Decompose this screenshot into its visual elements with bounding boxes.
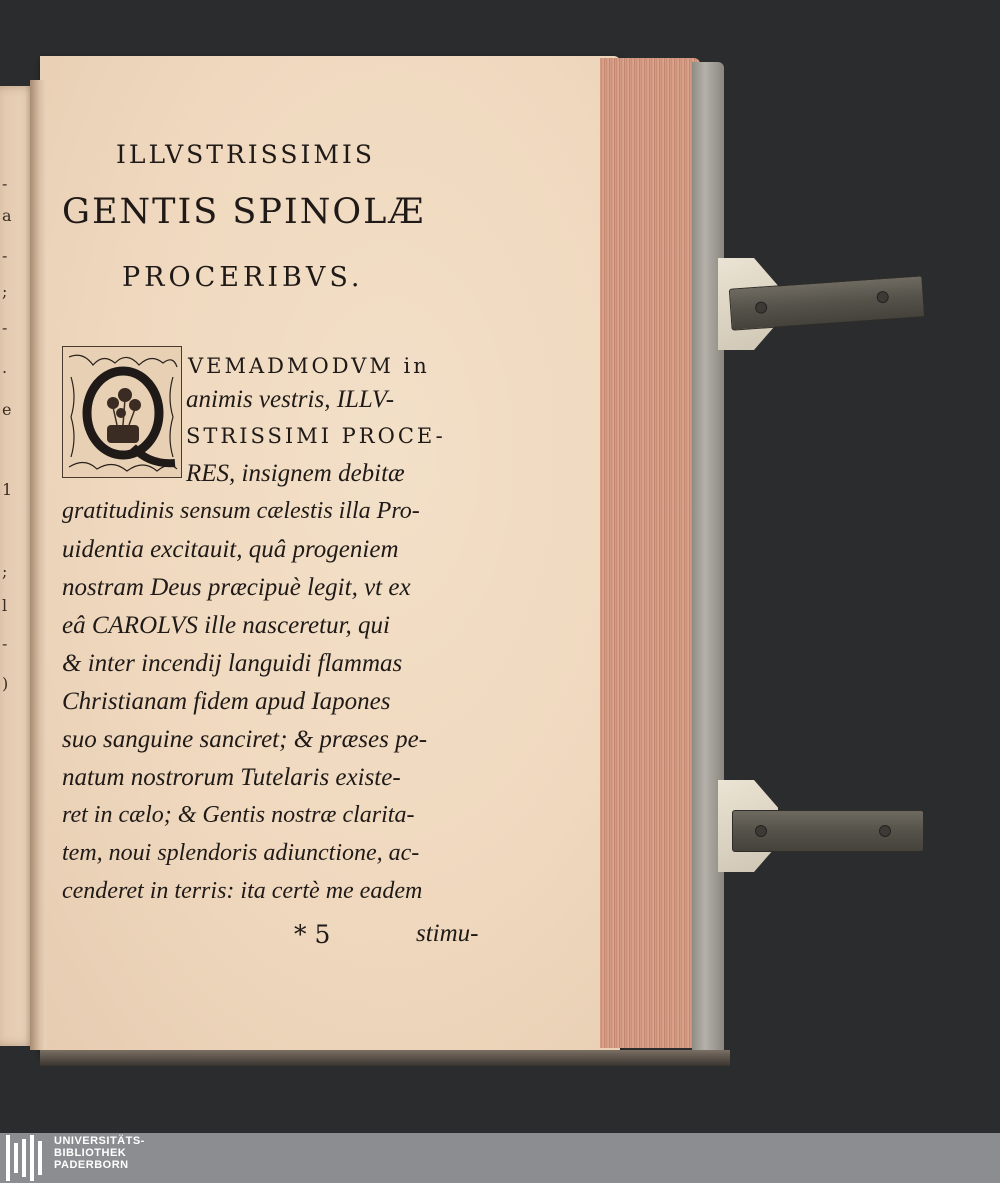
margin-fragment: - (2, 634, 8, 653)
body-line-8: eâ CAROLVS ille nasceretur, qui (62, 612, 390, 639)
rivet-icon (755, 301, 768, 314)
margin-fragment: - (2, 246, 8, 265)
margin-fragment: . (2, 358, 8, 377)
logo-line-1: UNIVERSITÄTS- (54, 1135, 145, 1147)
margin-fragment: l (2, 596, 8, 615)
decorated-initial-q (62, 346, 182, 478)
book-gutter (30, 80, 46, 1050)
heading-line-1: ILLVSTRISSIMIS (116, 140, 375, 169)
book-fore-edge (600, 58, 700, 1048)
margin-fragment: ; (2, 562, 8, 581)
rivet-icon (755, 825, 767, 837)
body-line-2: animis vestris, ILLV- (186, 386, 395, 413)
body-line-12: natum nostrorum Tutelaris existe- (62, 764, 401, 791)
margin-fragment: - (2, 174, 8, 193)
margin-fragment: 1 (2, 480, 13, 499)
logo-line-3: PADERBORN (54, 1159, 129, 1171)
margin-fragment: ; (2, 282, 8, 301)
book-board-bottom (40, 1050, 730, 1066)
rivet-icon (876, 291, 889, 304)
book-cover-edge (692, 62, 724, 1056)
body-line-7: nostram Deus præcipuè legit, vt ex (62, 574, 411, 601)
margin-fragment: a (2, 206, 12, 225)
body-line-3: STRISSIMI PROCE- (186, 424, 446, 448)
body-line-6: uidentia excitauit, quâ progeniem (62, 536, 399, 563)
body-line-14: tem, noui splendoris adiunctione, ac- (62, 840, 420, 866)
body-line-11: suo sanguine sanciret; & præses pe- (62, 726, 428, 753)
heading-line-2: GENTIS SPINOLÆ (62, 192, 426, 232)
body-line-15: cenderet in terris: ita certè me eadem (62, 878, 423, 904)
body-line-1: VEMADMODVM in (188, 354, 430, 378)
body-line-4: RES, insignem debitæ (186, 460, 405, 487)
library-logo-icon (6, 1135, 46, 1181)
margin-fragment: e (2, 400, 12, 419)
signature-mark: * 5 (294, 920, 331, 949)
logo-line-2: BIBLIOTHEK (54, 1147, 127, 1159)
decorated-initial-q-icon (63, 347, 181, 477)
catchword: stimu- (416, 920, 479, 947)
library-logo-text (54, 1135, 145, 1171)
margin-fragment: ) (2, 674, 9, 693)
heading-line-3: PROCERIBVS. (122, 262, 364, 293)
body-line-9: & inter incendij languidi flammas (62, 650, 403, 677)
clasp-strap-lower (732, 810, 924, 852)
margin-fragment: - (2, 318, 8, 337)
body-line-5: gratitudinis sensum cælestis illa Pro- (62, 498, 420, 524)
body-line-10: Christianam fidem apud Iapones (62, 688, 391, 715)
library-footer-bar (0, 1133, 1000, 1183)
body-line-13: ret in cælo; & Gentis nostræ clarita- (62, 802, 415, 828)
rivet-icon (879, 825, 891, 837)
